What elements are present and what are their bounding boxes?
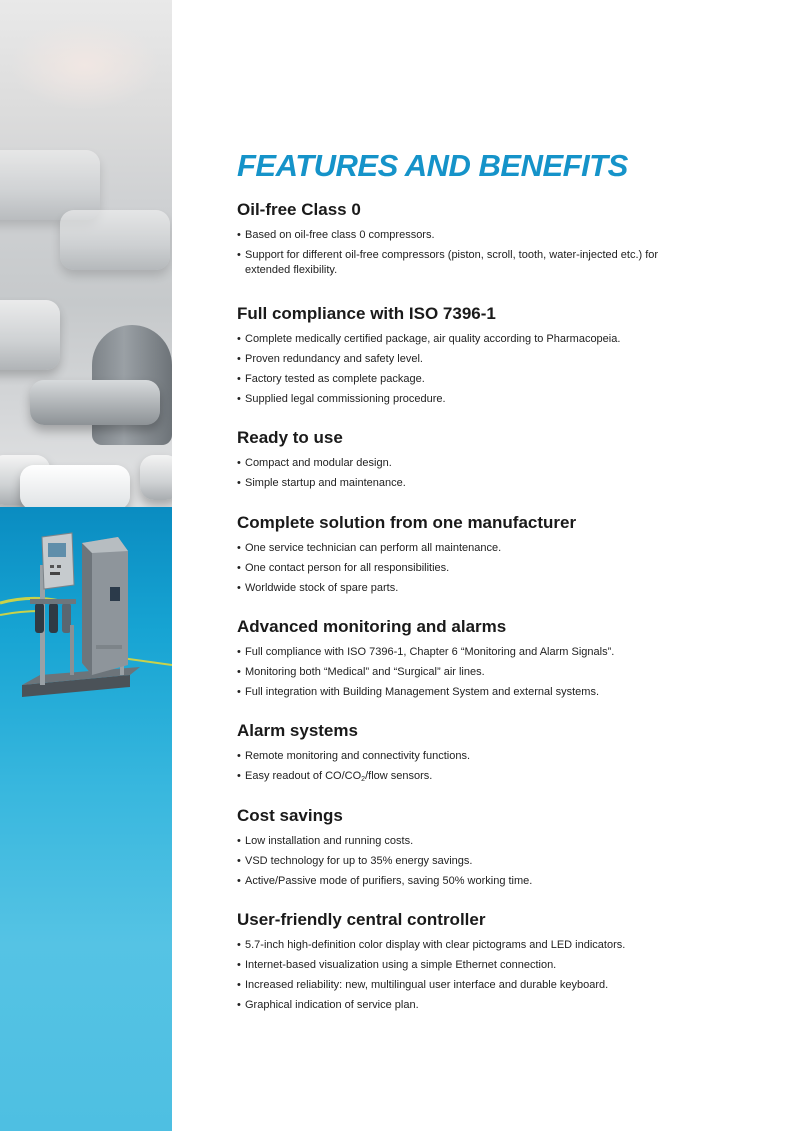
bullet-list [237,541,777,596]
section-heading: Cost savings [237,806,343,825]
list-item: • Low installation and running costs. [237,835,414,847]
section-heading: Advanced monitoring and alarms [237,617,507,636]
list-item: • Monitoring both “Medical” and “Surgical” air lines. [237,666,485,678]
section-heading: User-friendly central controller [237,910,486,929]
bullet-list [237,332,777,407]
section-heading: Complete solution from one manufacturer [237,513,577,532]
list-item: • Supplied legal commissioning procedure. [237,393,446,405]
list-item: • 5.7-inch high-definition color display with clear pictograms and LED indicators. [237,939,626,951]
bullet-list [237,456,777,491]
list-item: • Based on oil-free class 0 compressors. [237,229,435,241]
list-item: • Full integration with Building Management System and external systems. [237,686,600,698]
section-one-manufacturer [237,513,777,601]
bullet-list [237,938,777,1013]
section-oil-free [237,200,777,283]
list-item: • Increased reliability: new, multilingual user interface and durable keyboard. [237,979,609,991]
list-item: • One contact person for all responsibilities. [237,562,450,574]
section-heading: Ready to use [237,428,343,447]
list-item: • Support for different oil-free compressors (piston, scroll, tooth, water-injected etc.) for extended flexibility. [237,249,659,276]
list-item: • Easy readout of $CO/CO_2$/flow sensors. [237,770,433,783]
section-cost-savings [237,806,777,894]
bullet-list [237,228,777,278]
list-item: • Full compliance with ISO 7396-1, Chapter 6 “Monitoring and Alarm Signals”. [237,646,615,658]
list-item: • Complete medically certified package, air quality according to Pharmacopeia. [237,333,621,345]
list-item: • One service technician can perform all maintenance. [237,542,502,554]
section-ready-to-use [237,428,777,496]
list-item: • Proven redundancy and safety level. [237,353,423,365]
list-item: • Active/Passive mode of purifiers, saving 50% working time. [237,875,533,887]
bullet-list [237,749,777,784]
list-item: • VSD technology for up to 35% energy savings. [237,855,473,867]
bullet-list [237,645,777,700]
list-item: • Factory tested as complete package. [237,373,425,385]
list-item: • Remote monitoring and connectivity functions. [237,750,471,762]
list-item: • Worldwide stock of spare parts. [237,582,399,594]
section-central-controller [237,910,777,1018]
keyboard-photo [0,0,172,507]
section-iso-compliance [237,304,777,412]
list-item: • Internet-based visualization using a simple Ethernet connection. [237,959,557,971]
bullet-list [237,834,777,889]
list-item: • Graphical indication of service plan. [237,999,419,1011]
section-heading: Oil-free Class 0 [237,200,361,219]
section-alarm-systems [237,721,777,789]
section-heading: Full compliance with ISO 7396-1 [237,304,496,323]
section-monitoring-alarms [237,617,777,705]
list-item: • Compact and modular design. [237,457,392,469]
page-title: FEATURES AND BENEFITS [237,148,628,183]
list-item: • Simple startup and maintenance. [237,477,406,489]
air-purifier-unit [0,525,172,715]
section-heading: Alarm systems [237,721,358,740]
